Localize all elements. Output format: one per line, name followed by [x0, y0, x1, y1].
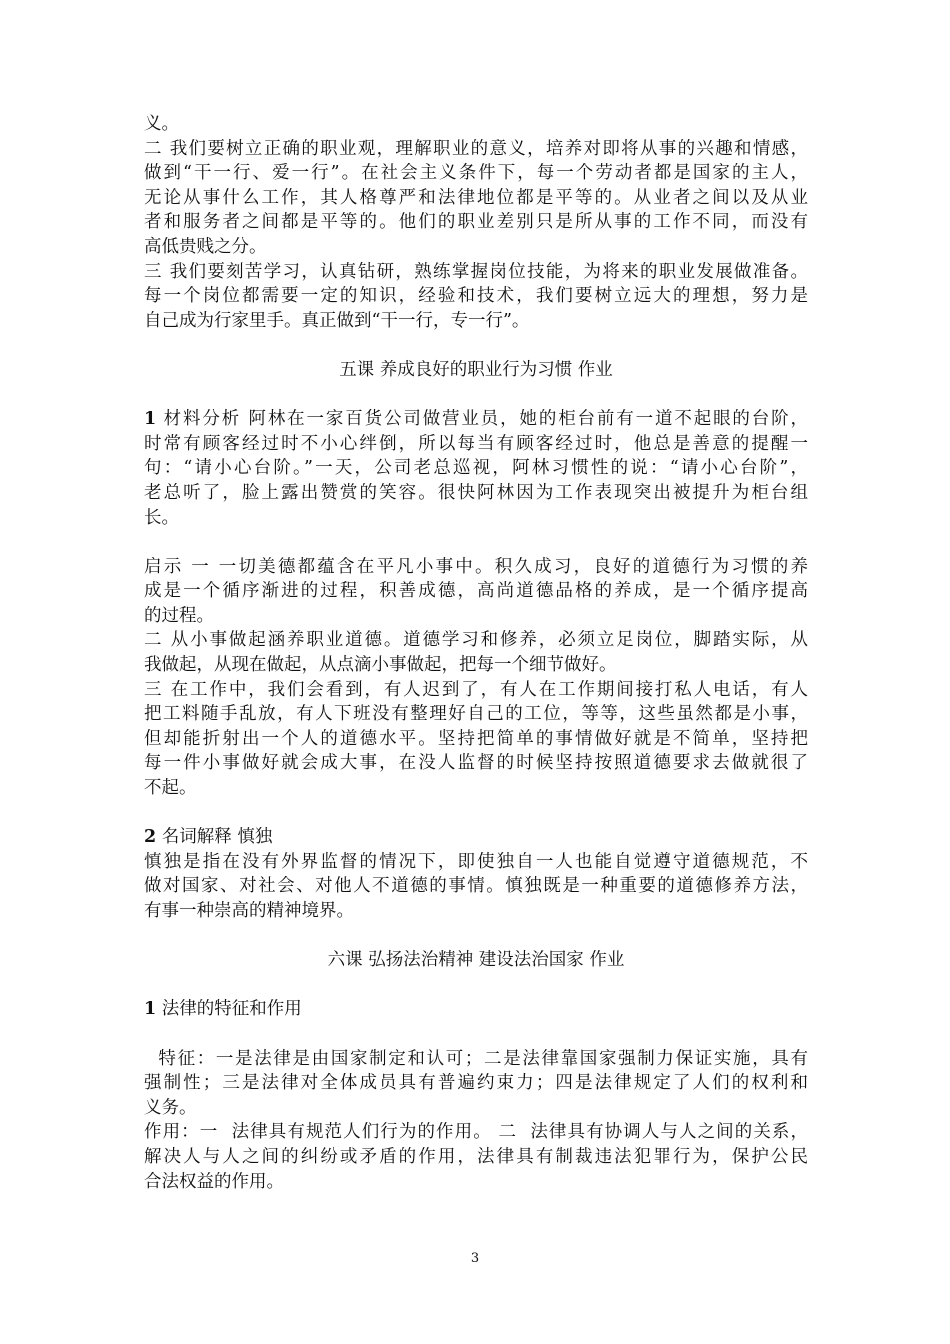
text-line: 做到“干一行、爱一行”。在社会主义条件下，每一个劳动者都是国家的主人，	[144, 163, 808, 184]
text-line: 义务。	[144, 1097, 197, 1118]
text-line: 强制性；三是法律对全体成员具有普遍约束力；四是法律规定了人们的权利和	[144, 1073, 808, 1094]
question-number: 2	[144, 827, 157, 848]
question-text: 材料分析 阿林在一家百货公司做营业员，她的柜台前有一道不起眼的台阶，	[156, 409, 808, 430]
text-line: 义。	[144, 114, 179, 134]
text-line: 解决人与人之间的纠纷或矛盾的作用，法律具有制裁违法犯罪行为，保护公民	[144, 1146, 808, 1167]
text-line: 慎独是指在没有外界监督的情况下，即使独自一人也能自觉遵守道德规范，不	[144, 851, 808, 872]
text-line: 合法权益的作用。	[144, 1171, 284, 1192]
question-number: 1	[144, 999, 157, 1020]
text-line: 的过程。	[144, 605, 214, 626]
lesson5-question2	[144, 825, 808, 923]
text-line: 自己成为行家里手。真正做到“干一行，专一行”。	[144, 310, 530, 331]
text-line: 把工料随手乱放，有人下班没有整理好自己的工位，等等，这些虽然都是小事，	[144, 704, 808, 725]
text-line: 高低贵贱之分。	[144, 236, 267, 257]
text-line: 但却能折射出一个人的道德水平。坚持把简单的事情做好就是不简单，坚持把	[144, 728, 808, 749]
text-line: 我做起，从现在做起，从点滴小事做起，把每一个细节做好。	[144, 655, 617, 676]
text-line: 句：“请小心台阶。”一天，公司老总巡视，阿林习惯性的说：“请小心台阶”，	[144, 458, 808, 479]
text-line: 不起。	[144, 778, 197, 799]
lesson5-question1	[144, 407, 808, 530]
text-line: 做对国家、对社会、对他人不道德的事情。慎独既是一种重要的道德修养方法，	[144, 876, 808, 897]
page-number: 3	[470, 1251, 480, 1266]
text-line	[144, 407, 808, 432]
text-line: 二 我们要树立正确的职业观，理解职业的意义，培养对即将从事的兴趣和情感，	[144, 138, 808, 159]
text-line: 成是一个循序渐进的过程，积善成德，高尚道德品格的养成，是一个循序提高	[144, 581, 808, 602]
lesson6-title: 六课 弘扬法治精神 建设法治国家 作业	[327, 950, 625, 971]
text-line: 时常有顾客经过时不小心绊倒，所以每当有顾客经过时，他总是善意的提醒一	[144, 433, 808, 454]
text-line: 老总听了，脸上露出赞赏的笑容。很快阿林因为工作表现突出被提升为柜台组	[144, 482, 808, 503]
intro-paragraph	[144, 112, 808, 333]
question-number: 1	[144, 409, 157, 430]
text-line: 作用：一 法律具有规范人们行为的作用。 二 法律具有协调人与人之间的关系，	[144, 1122, 808, 1143]
text-line	[144, 997, 808, 1022]
text-line: 每一件小事做好就会成大事，在没人监督的时候坚持按照道德要求去做就很了	[144, 753, 808, 774]
text-line: 者和服务者之间都是平等的。他们的职业差别只是所从事的工作不同，而没有	[144, 212, 808, 233]
text-line: 二 从小事做起涵养职业道德。道德学习和修养，必须立足岗位，脚踏实际，从	[144, 630, 808, 651]
lesson6-question1	[144, 997, 808, 1194]
text-line: 特征：一是法律是由国家制定和认可；二是法律靠国家强制力保证实施，具有	[144, 1048, 808, 1069]
text-line: 每一个岗位都需要一定的知识，经验和技术，我们要树立远大的理想，努力是	[144, 286, 808, 307]
question-heading: 法律的特征和作用	[156, 999, 302, 1020]
text-line: 三 我们要刻苦学习，认真钻研，熟练掌握岗位技能，为将来的职业发展做准备。	[144, 261, 808, 282]
text-line: 有事一种崇高的精神境界。	[144, 901, 354, 921]
lesson5-insight	[144, 555, 808, 801]
text-line	[144, 825, 808, 850]
document-page	[144, 112, 808, 1194]
text-line: 启示 一 一切美德都蕴含在平凡小事中。积久成习，良好的道德行为习惯的养	[144, 556, 808, 577]
lesson5-title: 五课 养成良好的职业行为习惯 作业	[339, 359, 613, 380]
text-line: 长。	[144, 507, 179, 528]
question-heading: 名词解释 慎独	[156, 827, 273, 848]
text-line: 三 在工作中，我们会看到，有人迟到了，有人在工作期间接打私人电话，有人	[144, 679, 808, 700]
text-line: 无论从事什么工作，其人格尊严和法律地位都是平等的。从业者之间以及从业	[144, 187, 808, 208]
